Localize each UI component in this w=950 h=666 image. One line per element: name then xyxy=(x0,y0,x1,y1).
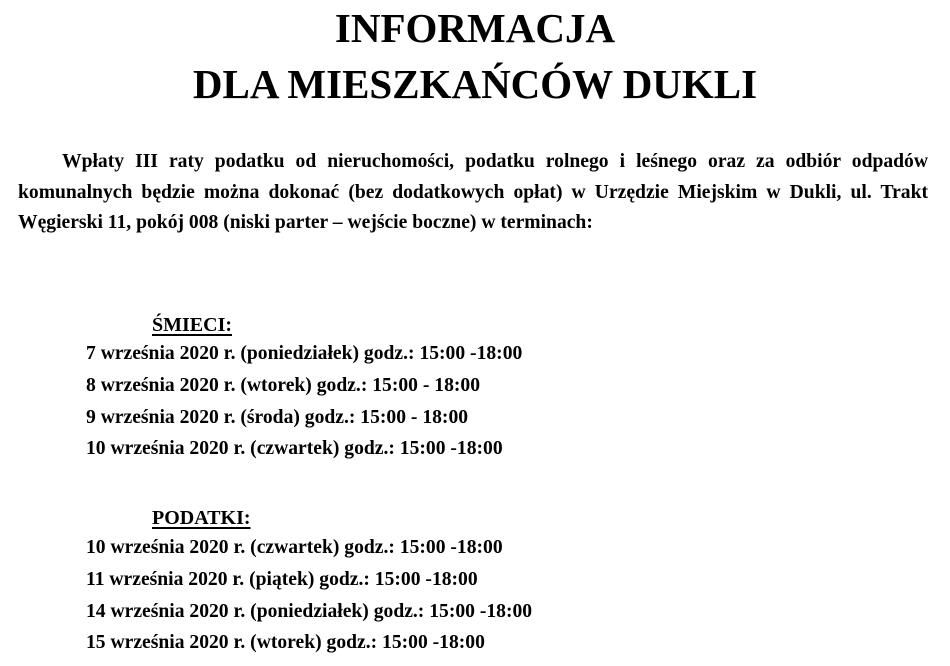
podatki-date-item: 10 września 2020 r. (czwartek) godz.: 15:00 -18:00 xyxy=(86,537,503,558)
page-title-line-1: INFORMACJA xyxy=(334,5,616,51)
smieci-date-item: 10 września 2020 r. (czwartek) godz.: 15:00 -18:00 xyxy=(86,438,503,460)
smieci-date-item: 7 września 2020 r. (poniedziałek) godz.: 15:00 -18:00 xyxy=(86,343,523,364)
smieci-date-list xyxy=(86,338,522,465)
podatki-date-list xyxy=(86,532,532,659)
podatki-date-item: 14 września 2020 r. (poniedziałek) godz.: 15:00 -18:00 xyxy=(86,600,533,622)
intro-paragraph: Wpłaty III raty podatku od nieruchomości, podatku rolnego i leśnego oraz za odbiór odpadów komunalnych będzie można dokonać (bez dodatkowych opłat) w Urzędzie Miejskim w Dukli, ul. Trakt Węgierski 11, pokój 008 (niski parter – wejście boczne) w terminach: xyxy=(18,151,928,233)
podatki-date-item: 11 września 2020 r. (piątek) godz.: 15:00 -18:00 xyxy=(86,568,478,590)
podatki-date-item: 15 września 2020 r. (wtorek) godz.: 15:00 -18:00 xyxy=(86,632,485,654)
podatki-heading: PODATKI: xyxy=(152,507,251,529)
smieci-date-item: 9 września 2020 r. (środa) godz.: 15:00 - 18:00 xyxy=(86,406,469,428)
page-title-line-2: DLA MIESZKAŃCÓW DUKLI xyxy=(192,61,758,107)
smieci-heading: ŚMIECI: xyxy=(152,314,233,336)
smieci-date-item: 8 września 2020 r. (wtorek) godz.: 15:00 - 18:00 xyxy=(86,374,480,396)
